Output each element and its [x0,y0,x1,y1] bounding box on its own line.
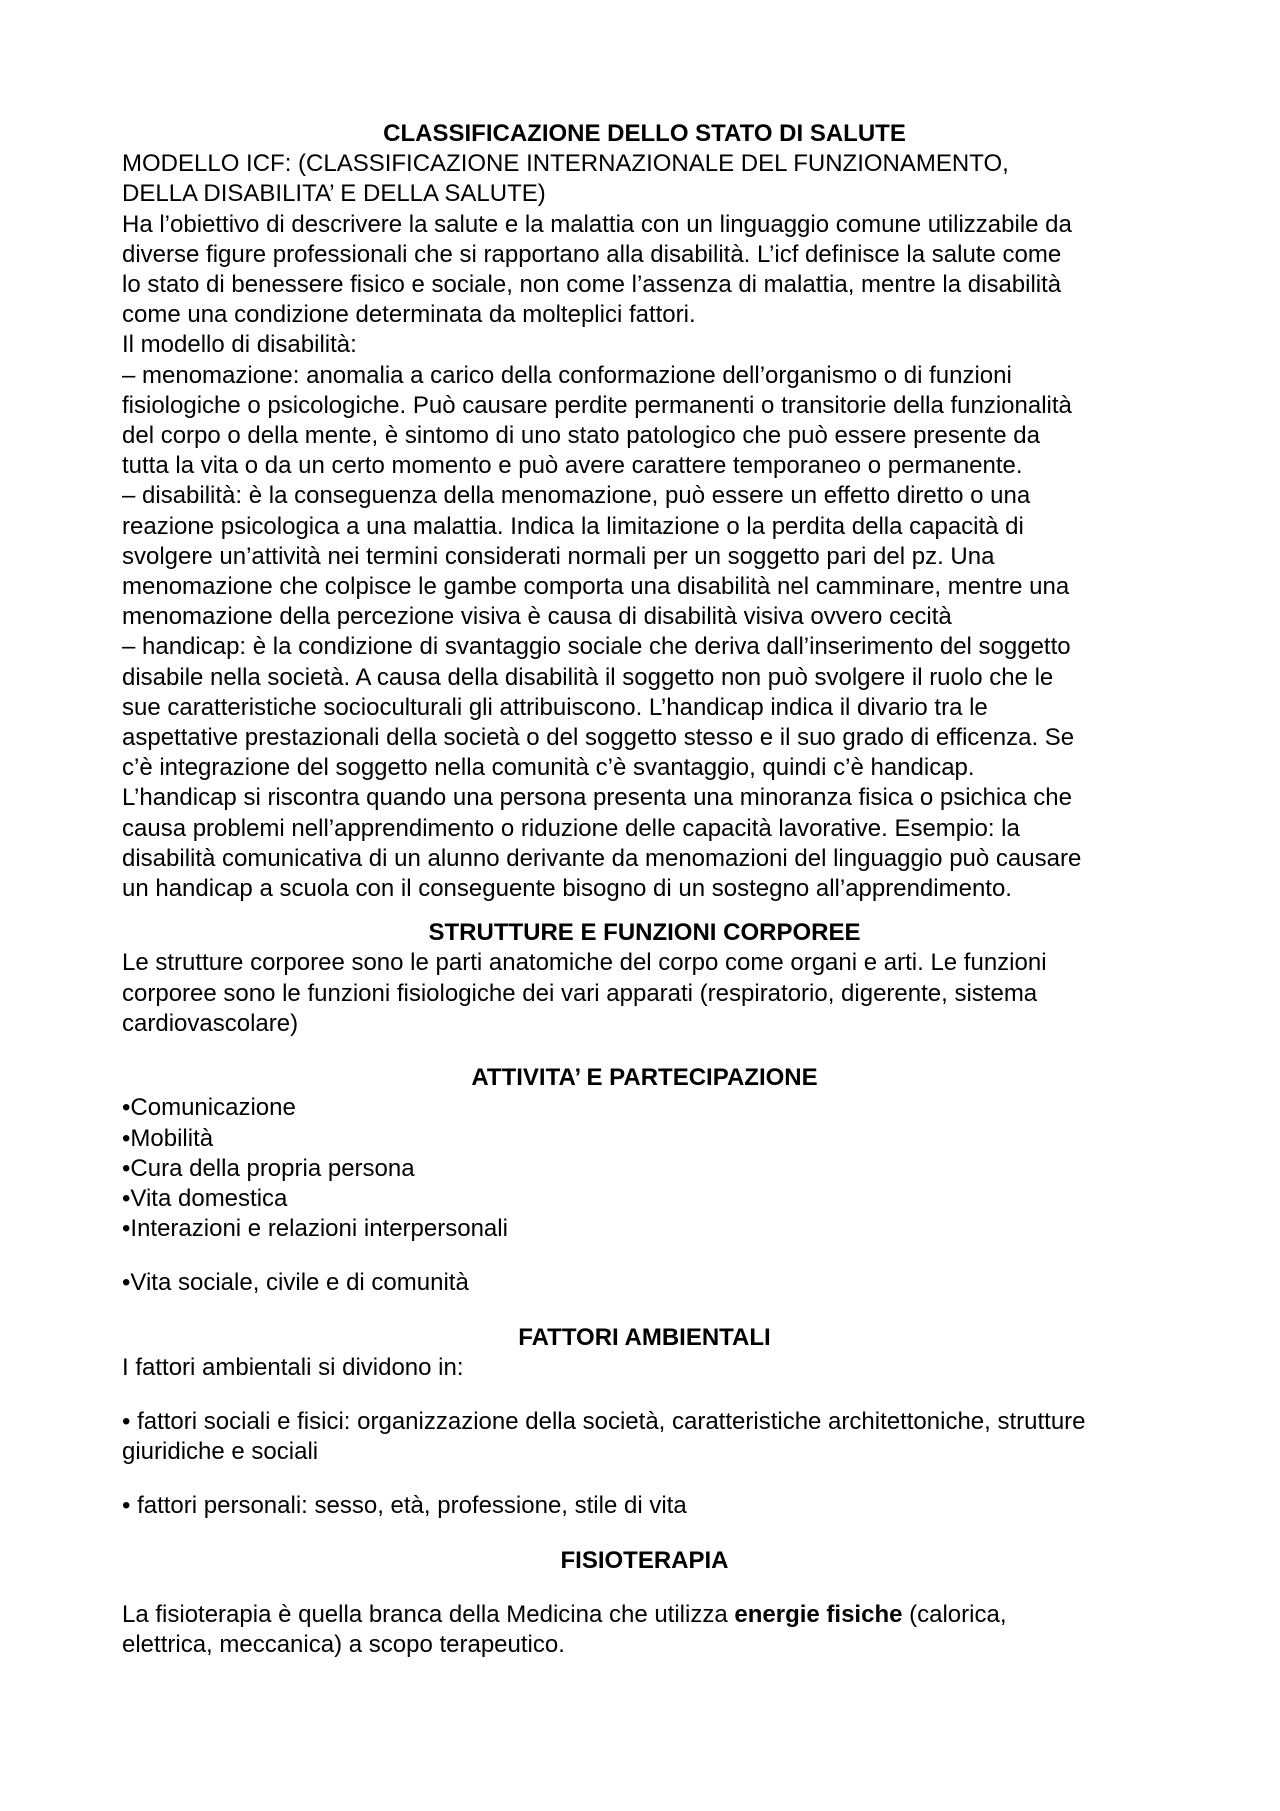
text-line: I fattori ambientali si dividono in: [122,1353,464,1381]
text-line: Ha l’obiettivo di descrivere la salute e la malattia con un linguaggio comune utilizzabile da [122,210,1072,238]
text-line: diverse figure professionali che si rapportano alla disabilità. L’icf definisce la salute come [122,240,1062,268]
section-title-fisioterapia: FISIOTERAPIA [560,1546,729,1574]
text-line: DELLA DISABILITA’ E DELLA SALUTE) [122,180,546,208]
text-line: L’handicap si riscontra quando una persona presenta una minoranza fisica o psichica che [122,784,1072,812]
section-title-classificazione: CLASSIFICAZIONE DELLO STATO DI SALUTE [383,120,906,147]
text-line: lo stato di benessere fisico e sociale, non come l’assenza di malattia, mentre la disabilità [122,271,1062,299]
text-line: aspettative prestazionali della società o del soggetto stesso e il suo grado di efficenza. Se [122,724,1075,752]
list-item: • fattori personali: sesso, età, professione, stile di vita [122,1492,687,1520]
text-line: sue caratteristiche socioculturali gli attribuiscono. L’handicap indica il divario tra le [122,693,988,721]
text-line: come una condizione determinata da molteplici fattori. [122,301,696,329]
text-line: svolgere un’attività nei termini considerati normali per un soggetto pari del pz. Una [122,542,995,570]
list-item: •Comunicazione [122,1094,296,1122]
section-body-fattori [122,1353,1167,1522]
bullet-list-attivita [122,1093,1167,1298]
section-title-fattori: FATTORI AMBIENTALI [518,1323,771,1351]
list-item-continued: giuridiche e sociali [122,1438,319,1466]
text-line: tutta la vita o da un certo momento e può avere carattere temporaneo o permanente. [122,452,1023,480]
text-line: fisiologiche o psicologiche. Può causare perdite permanenti o transitorie della funzionalità [122,391,1072,419]
text-line: – handicap: è la condizione di svantaggio sociale che deriva dall’inserimento del soggetto [122,633,1071,661]
list-item: •Cura della propria persona [122,1154,415,1182]
text-line: causa problemi nell’apprendimento o riduzione delle capacità lavorative. Esempio: la [122,814,1020,842]
text-run: (calorica, [902,1600,1007,1628]
text-line: – disabilità: è la conseguenza della menomazione, può essere un effetto diretto o una [122,482,1031,510]
text-line: cardiovascolare) [122,1009,299,1037]
section-body-strutture [122,948,1167,1039]
text-line: reazione psicologica a una malattia. Indica la limitazione o la perdita della capacità di [122,512,1024,540]
section-title-strutture: STRUTTURE E FUNZIONI CORPOREE [428,919,861,947]
text-line: del corpo o della mente, è sintomo di uno stato patologico che può essere presente da [122,422,1040,450]
text-line: un handicap a scuola con il conseguente bisogno di un sostegno all’apprendimento. [122,875,1012,903]
list-item: •Mobilità [122,1124,214,1152]
list-item: •Interazioni e relazioni interpersonali [122,1215,508,1243]
bold-term: energie fisiche [734,1600,903,1628]
list-item: •Vita sociale, civile e di comunità [122,1269,469,1297]
text-line: Le strutture corporee sono le parti anatomiche del corpo come organi e arti. Le funzioni [122,949,1047,977]
text-line: Il modello di disabilità: [122,331,357,359]
text-line: disabilità comunicativa di un alunno derivante da menomazioni del linguaggio può causare [122,844,1082,872]
text-line: menomazione che colpisce le gambe comporta una disabilità nel camminare, mentre una [122,573,1070,601]
list-item: •Vita domestica [122,1184,288,1212]
text-run: La fisioterapia è quella branca della Medicina che utilizza [122,1600,735,1628]
text-line: disabile nella società. A causa della disabilità il soggetto non può svolgere il ruolo che le [122,663,1054,691]
list-item: • fattori sociali e fisici: organizzazione della società, caratteristiche architettoniche, strutture [122,1407,1086,1435]
section-title-attivita: ATTIVITA’ E PARTECIPAZIONE [471,1064,818,1092]
text-line: menomazione della percezione visiva è causa di disabilità visiva ovvero cecità [122,603,952,631]
text-line [122,1600,1167,1630]
text-line: elettrica, meccanica) a scopo terapeutico. [122,1630,565,1658]
text-line: c’è integrazione del soggetto nella comunità c’è svantaggio, quindi c’è handicap. [122,754,975,782]
text-line: MODELLO ICF: (CLASSIFICAZIONE INTERNAZIONALE DEL FUNZIONAMENTO, [122,150,1009,178]
text-line: – menomazione: anomalia a carico della conformazione dell’organismo o di funzioni [122,361,1012,389]
document-page [122,119,1167,1660]
text-line: corporee sono le funzioni fisiologiche dei vari apparati (respiratorio, digerente, sistema [122,979,1038,1007]
section-body-classificazione [122,149,1167,904]
section-body-fisioterapia [122,1600,1167,1660]
